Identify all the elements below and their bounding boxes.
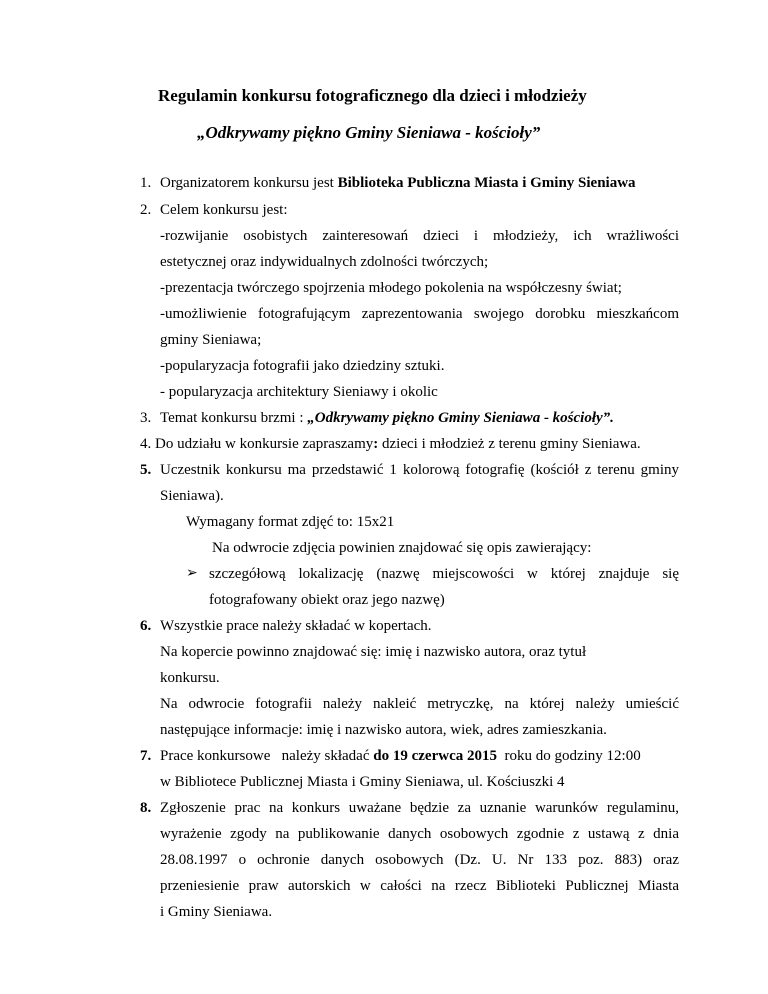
bullet-arrow-icon: ➢ <box>186 566 198 581</box>
item-4-text <box>140 434 641 454</box>
item-6-number: 6. <box>140 618 152 634</box>
item-3-theme: „Odkrywamy piękno Gminy Sieniawa - kościoły”. <box>307 410 614 426</box>
item-3-lead: Temat konkursu brzmi : <box>160 410 308 426</box>
item-8-line: wyrażenie zgody na publikowanie danych osobowych zgodnie z ustawą z dnia <box>160 826 679 842</box>
item-7-deadline: do 19 czerwca 2015 <box>373 748 497 764</box>
item-3-number: 3. <box>140 410 152 426</box>
item-6-line: Na kopercie powinno znajdować się: imię i nazwisko autora, oraz tytuł <box>160 644 587 660</box>
item-5-line: Wymagany format zdjęć to: 15x21 <box>186 514 395 530</box>
item-2-number: 2. <box>140 202 152 218</box>
item-2-line: Celem konkursu jest: <box>160 202 288 218</box>
item-6-line: Na odwrocie fotografii należy nakleić metryczkę, na której należy umieścić <box>160 696 679 712</box>
item-5-line: Na odwrocie zdjęcia powinien znajdować się opis zawierający: <box>212 540 592 556</box>
item-2-line: - popularyzacja architektury Sieniawy i okolic <box>160 384 438 400</box>
document-subtitle: „Odkrywamy piękno Gminy Sieniawa - kościoły” <box>197 123 541 142</box>
item-2-line: gminy Sieniawa; <box>160 332 262 348</box>
item-8-line: i Gminy Sieniawa. <box>160 904 273 920</box>
item-4-tail: dzieci i młodzież z terenu gminy Sieniawa. <box>378 436 641 452</box>
item-1-number: 1. <box>140 175 152 191</box>
item-5-line: Sieniawa). <box>160 488 224 504</box>
item-7-text <box>160 746 641 766</box>
item-5-line: Uczestnik konkursu ma przedstawić 1 kolorową fotografię (kościół z terenu gminy <box>160 462 679 478</box>
item-5-number: 5. <box>140 462 152 478</box>
item-7-tail: roku do godziny 12:00 <box>496 748 641 764</box>
item-2-line: -popularyzacja fotografii jako dziedziny sztuki. <box>160 358 445 374</box>
item-5-line: szczegółową lokalizację (nazwę miejscowości w której znajduje się <box>209 566 679 582</box>
item-7-number: 7. <box>140 748 152 764</box>
item-8-line: przeniesienie praw autorskich w całości na rzecz Biblioteki Publicznej Miasta <box>160 878 679 894</box>
item-6-line: następujące informacje: imię i nazwisko autora, wiek, adres zamieszkania. <box>160 722 607 738</box>
item-1-text <box>160 173 636 193</box>
item-6-line: konkursu. <box>160 670 220 686</box>
item-8-line: Zgłoszenie prac na konkurs uważane będzie za uznanie warunków regulaminu, <box>160 800 679 816</box>
item-1-organizer: Biblioteka Publiczna Miasta i Gminy Sieniawa <box>337 175 636 191</box>
item-8-number: 8. <box>140 800 152 816</box>
document-title: Regulamin konkursu fotograficznego dla dzieci i młodzieży <box>158 86 587 105</box>
item-2-line: -prezentacja twórczego spojrzenia młodego pokolenia na współczesny świat; <box>160 280 622 296</box>
item-7-line: w Bibliotece Publicznej Miasta i Gminy Sieniawa, ul. Kościuszki 4 <box>160 774 565 790</box>
item-5-line: fotografowany obiekt oraz jego nazwę) <box>209 592 445 608</box>
item-8-line: 28.08.1997 o ochronie danych osobowych (Dz. U. Nr 133 poz. 883) oraz <box>160 852 679 868</box>
item-2-line: -umożliwienie fotografującym zaprezentowania swojego dorobku mieszkańcom <box>160 306 679 322</box>
item-2-line: estetycznej oraz indywidualnych zdolności twórczych; <box>160 254 489 270</box>
item-4-lead: Do udziału w konkursie zapraszamy <box>155 436 374 452</box>
item-4-number: 4. <box>140 436 152 452</box>
item-4-colon: : <box>373 436 379 452</box>
item-7-lead: Prace konkursowe należy składać <box>160 748 374 764</box>
item-1-lead: Organizatorem konkursu jest <box>160 175 338 191</box>
item-2-line: -rozwijanie osobistych zainteresowań dzieci i młodzieży, ich wrażliwości <box>160 228 679 244</box>
item-6-line: Wszystkie prace należy składać w kopertach. <box>160 618 432 634</box>
item-3-text <box>160 408 614 428</box>
